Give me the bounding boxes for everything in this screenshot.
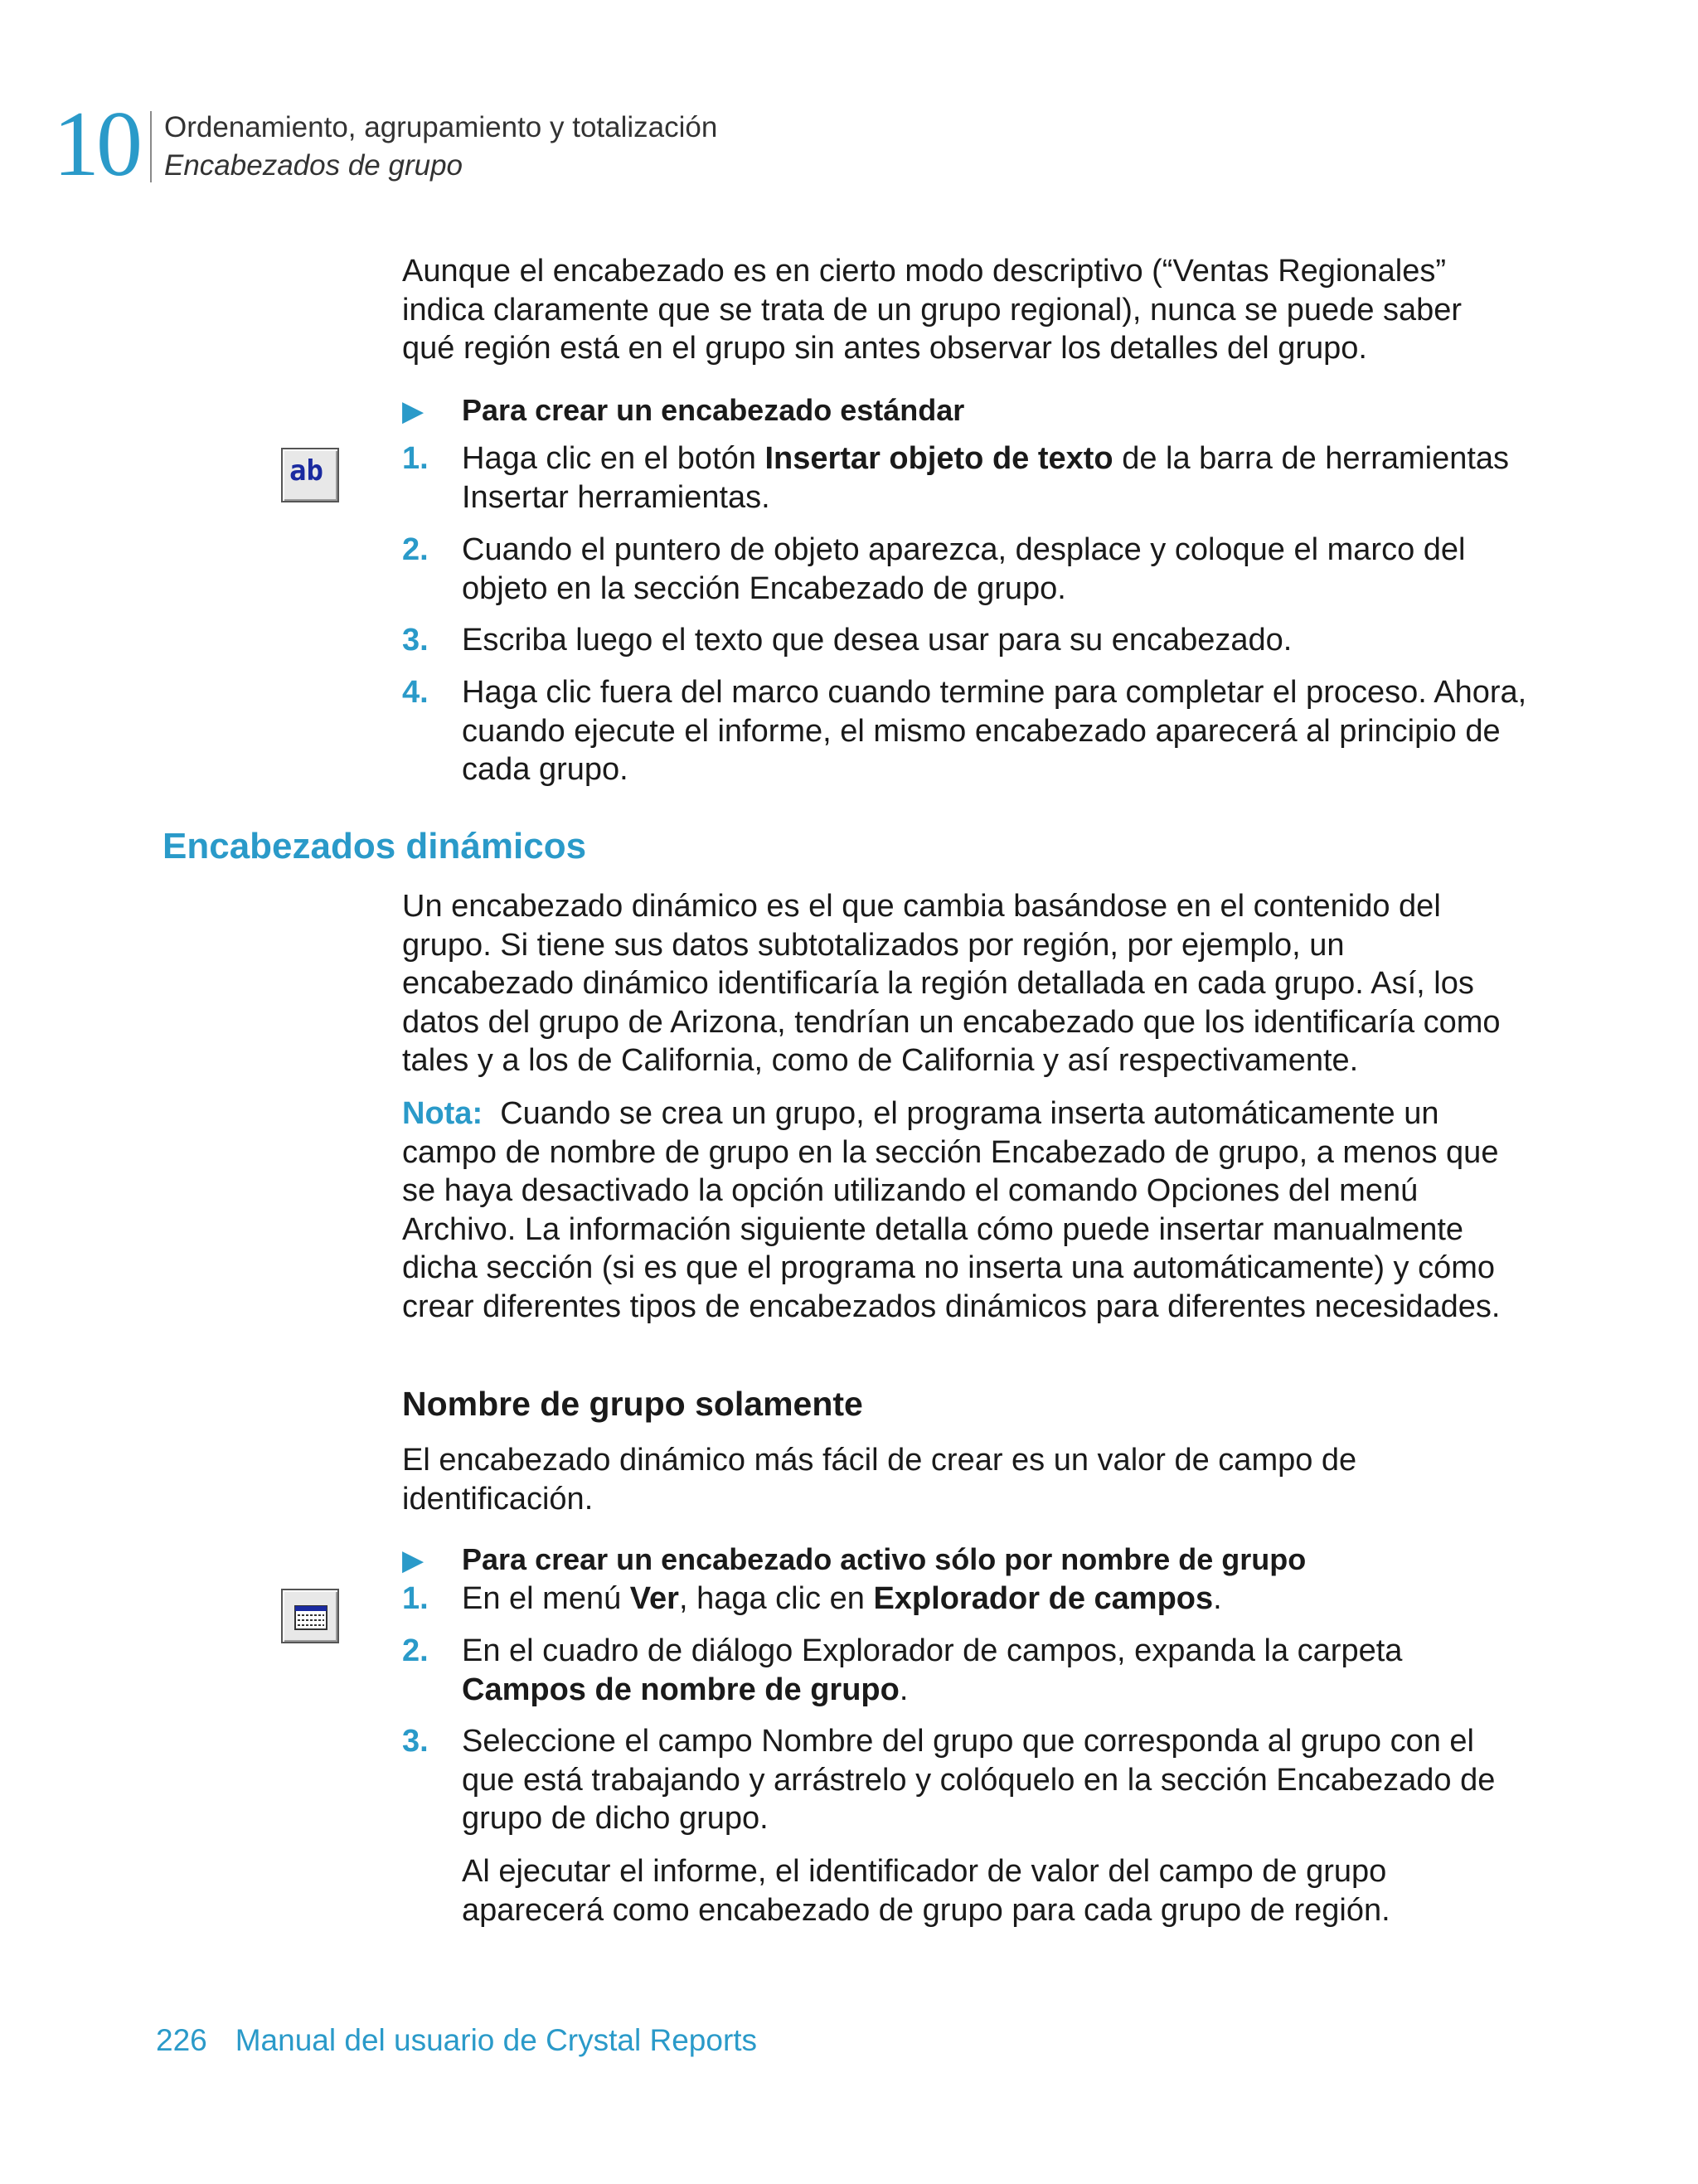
section-heading: Encabezados dinámicos [163, 826, 587, 866]
list-item: 3. Seleccione el campo Nombre del grupo que corresponda al grupo con el que está trabajando y arrástrelo y colóquelo en la sección Encabezado de grupo de dicho grupo. [402, 1724, 1496, 1836]
procedure-heading: ▶ Para crear un encabezado estándar [402, 393, 965, 427]
page-footer [156, 2023, 757, 2058]
note-paragraph: Nota: Cuando se crea un grupo, el programa inserta automáticamente un campo de nombre de grupo en la sección Encabezado de grupo, a menos que se haya desactivado la opción utilizando el comando Opciones del menú Archivo. La información siguiente detalla cómo puede insertar manualmente dicha sección (si es que el programa no inserta una automáticamente) y cómo crear diferentes tipos de encabezados dinámicos para diferentes necesidades. [402, 1096, 1501, 1324]
header-divider [150, 111, 152, 182]
list-item: 3. Escriba luego el texto que desea usar para su encabezado. [402, 623, 1293, 658]
list-item: 2. En el cuadro de diálogo Explorador de campos, expanda la carpeta Campos de nombre de grupo. [402, 1633, 1403, 1707]
subsection-heading: Nombre de grupo solamente [402, 1385, 863, 1423]
table-icon [294, 1605, 327, 1630]
body-paragraph: Un encabezado dinámico es el que cambia basándose en el contenido del grupo. Si tiene sus datos subtotalizados por región, por ejemplo, un encabezado dinámico identificaría la región detallada en cada grupo. Así, los datos del grupo de Arizona, tendrían un encabezado que los identificaría como tales y a los de California, como de California y así respectivamente. [402, 889, 1501, 1078]
section-title: Encabezados de grupo [164, 149, 463, 182]
intro-paragraph: Aunque el encabezado es en cierto modo descriptivo (“Ventas Regionales” indica claramente que se trata de un grupo regional), nunca se puede saber qué región está en el grupo sin antes observar los detalles del grupo. [402, 254, 1463, 366]
insert-text-object-icon: ab [281, 448, 339, 502]
chapter-number: 10 [53, 93, 139, 196]
chapter-title: Ordenamiento, agrupamiento y totalización [164, 111, 718, 143]
list-item: 2. Cuando el puntero de objeto aparezca, desplace y coloque el marco del objeto en la sección Encabezado de grupo. [402, 532, 1466, 606]
list-item: 4. Haga clic fuera del marco cuando termine para completar el proceso. Ahora, cuando ejecute el informe, el mismo encabezado aparecerá al principio de cada grupo. [402, 675, 1527, 787]
triangle-right-icon: ▶ [402, 396, 424, 427]
field-explorer-icon [281, 1589, 339, 1643]
page-number: 226 [156, 2023, 207, 2057]
body-paragraph: El encabezado dinámico más fácil de crear es un valor de campo de identificación. [402, 1443, 1357, 1517]
manual-title: Manual del usuario de Crystal Reports [235, 2023, 758, 2057]
procedure-heading: ▶ Para crear un encabezado activo sólo por nombre de grupo [402, 1542, 1307, 1576]
result-paragraph: Al ejecutar el informe, el identificador de valor del campo de grupo aparecerá como encabezado de grupo para cada grupo de región. [462, 1854, 1390, 1928]
list-item: 1. Haga clic en el botón Insertar objeto de texto de la barra de herramientas Insertar herramientas. [402, 441, 1510, 515]
list-item: 1. En el menú Ver, haga clic en Explorador de campos. [402, 1581, 1222, 1616]
triangle-right-icon: ▶ [402, 1545, 424, 1576]
